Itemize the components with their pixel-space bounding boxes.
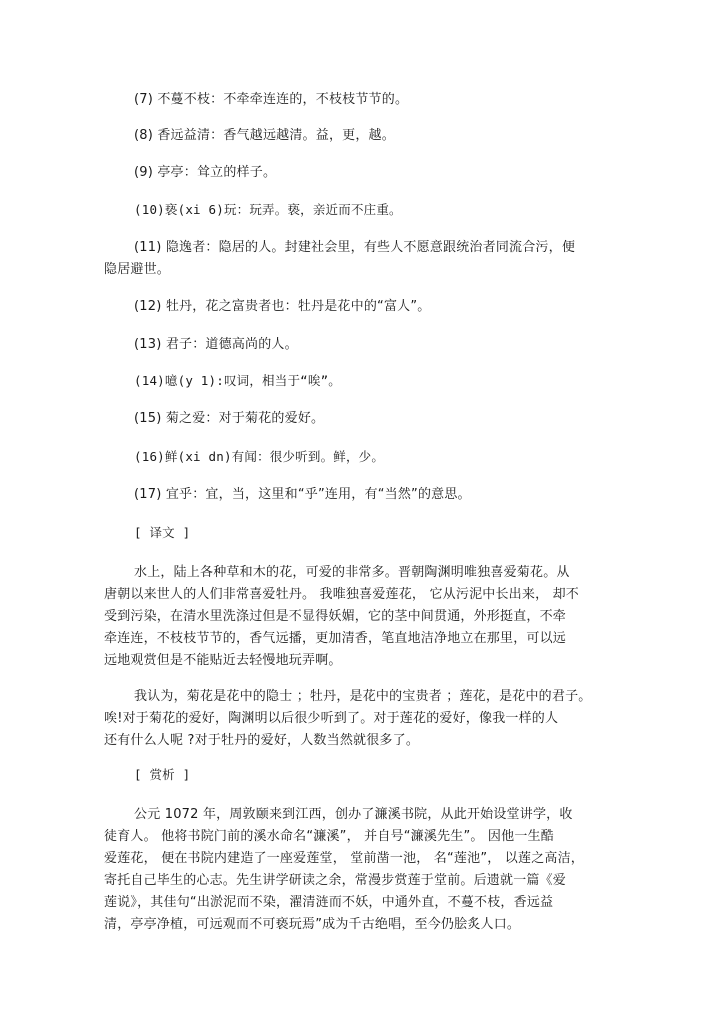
translation-heading: [ 译文 ] <box>134 525 191 540</box>
translation-p2-line-1: 我认为，菊花是花中的隐士 ；牡丹，是花中的宝贵者 ；莲花，是花中的君子。 <box>134 689 592 704</box>
translation-p2-line-3: 还有什么人呢 ?对于牡丹的爱好，人数当然就很多了。 <box>104 733 420 748</box>
appreciation-p1-line-1: 公元 1072 年，周敦颐来到江西，创办了濂溪书院，从此开始设堂讲学，收 <box>134 807 573 822</box>
appreciation-p1-line-2: 徒育人。 他将书院门前的溪水命名“濂溪”， 并自号“濂溪先生”。 因他一生酷 <box>104 829 554 844</box>
note-7: (7) 不蔓不枝：不牵牵连连的，不枝枝节节的。 <box>134 92 409 107</box>
translation-p1-line-5: 远地观赏但是不能贴近去轻慢地玩弄啊。 <box>104 653 342 668</box>
translation-p1-line-3: 受到污染，在清水里洗涤过但是不显得妖媚，它的茎中间贯通，外形挺直，不牵 <box>104 609 567 624</box>
appreciation-heading: [ 赏析 ] <box>134 767 191 782</box>
translation-p1-line-1: 水上，陆上各种草和木的花，可爱的非常多。晋朝陶渊明唯独喜爱菊花。从 <box>134 565 570 580</box>
note-10: (10)亵(xi 6)玩：玩弄。亵，亲近而不庄重。 <box>134 202 402 217</box>
note-13: (13) 君子：道德高尚的人。 <box>134 337 298 352</box>
note-11-line-1: (11) 隐逸者：隐居的人。封建社会里，有些人不愿意跟统治者同流合污，便 <box>134 240 576 255</box>
note-14: (14)噫(y 1):叹词，相当于“唉”。 <box>134 373 342 388</box>
note-9: (9) 亭亭：耸立的样子。 <box>134 165 277 180</box>
note-15: (15) 菊之爱：对于菊花的爱好。 <box>134 411 325 426</box>
appreciation-p1-line-5: 莲说》，其佳句“出淤泥而不染，濯清涟而不妖，中通外直，不蔓不枝，香远益 <box>104 895 554 910</box>
note-12: (12) 牡丹，花之富贵者也：牡丹是花中的“富人”。 <box>134 299 431 314</box>
appreciation-p1-line-4: 寄托自己毕生的心志。先生讲学研读之余，常漫步赏莲于堂前。后遗就一篇《爱 <box>104 873 567 888</box>
appreciation-p1-line-6: 清，亭亭净植，可远观而不可亵玩焉”成为千古绝唱，至今仍脍炙人口。 <box>104 917 521 932</box>
translation-p1-line-2: 唐朝以来世人的人们非常喜爱牡丹。 我唯独喜爱莲花， 它从污泥中长出来， 却不 <box>104 587 579 602</box>
translation-p2-line-2: 唉!对于菊花的爱好，陶渊明以后很少听到了。对于莲花的爱好，像我一样的人 <box>104 711 559 726</box>
note-8: (8) 香远益清：香气越远越清。益，更，越。 <box>134 128 395 143</box>
note-16: (16)鲜(xi dn)有闻：很少听到。鲜，少。 <box>134 449 385 464</box>
note-11-line-2: 隐居避世。 <box>104 262 171 277</box>
note-17: (17) 宜乎：宜，当，这里和“乎”连用，有“当然”的意思。 <box>134 487 471 502</box>
appreciation-p1-line-3: 爱莲花， 便在书院内建造了一座爱莲堂， 堂前凿一池， 名“莲池”， 以莲之高洁， <box>104 851 584 866</box>
translation-p1-line-4: 牵连连，不枝枝节节的，香气远播，更加清香，笔直地洁净地立在那里，可以远 <box>104 631 567 646</box>
